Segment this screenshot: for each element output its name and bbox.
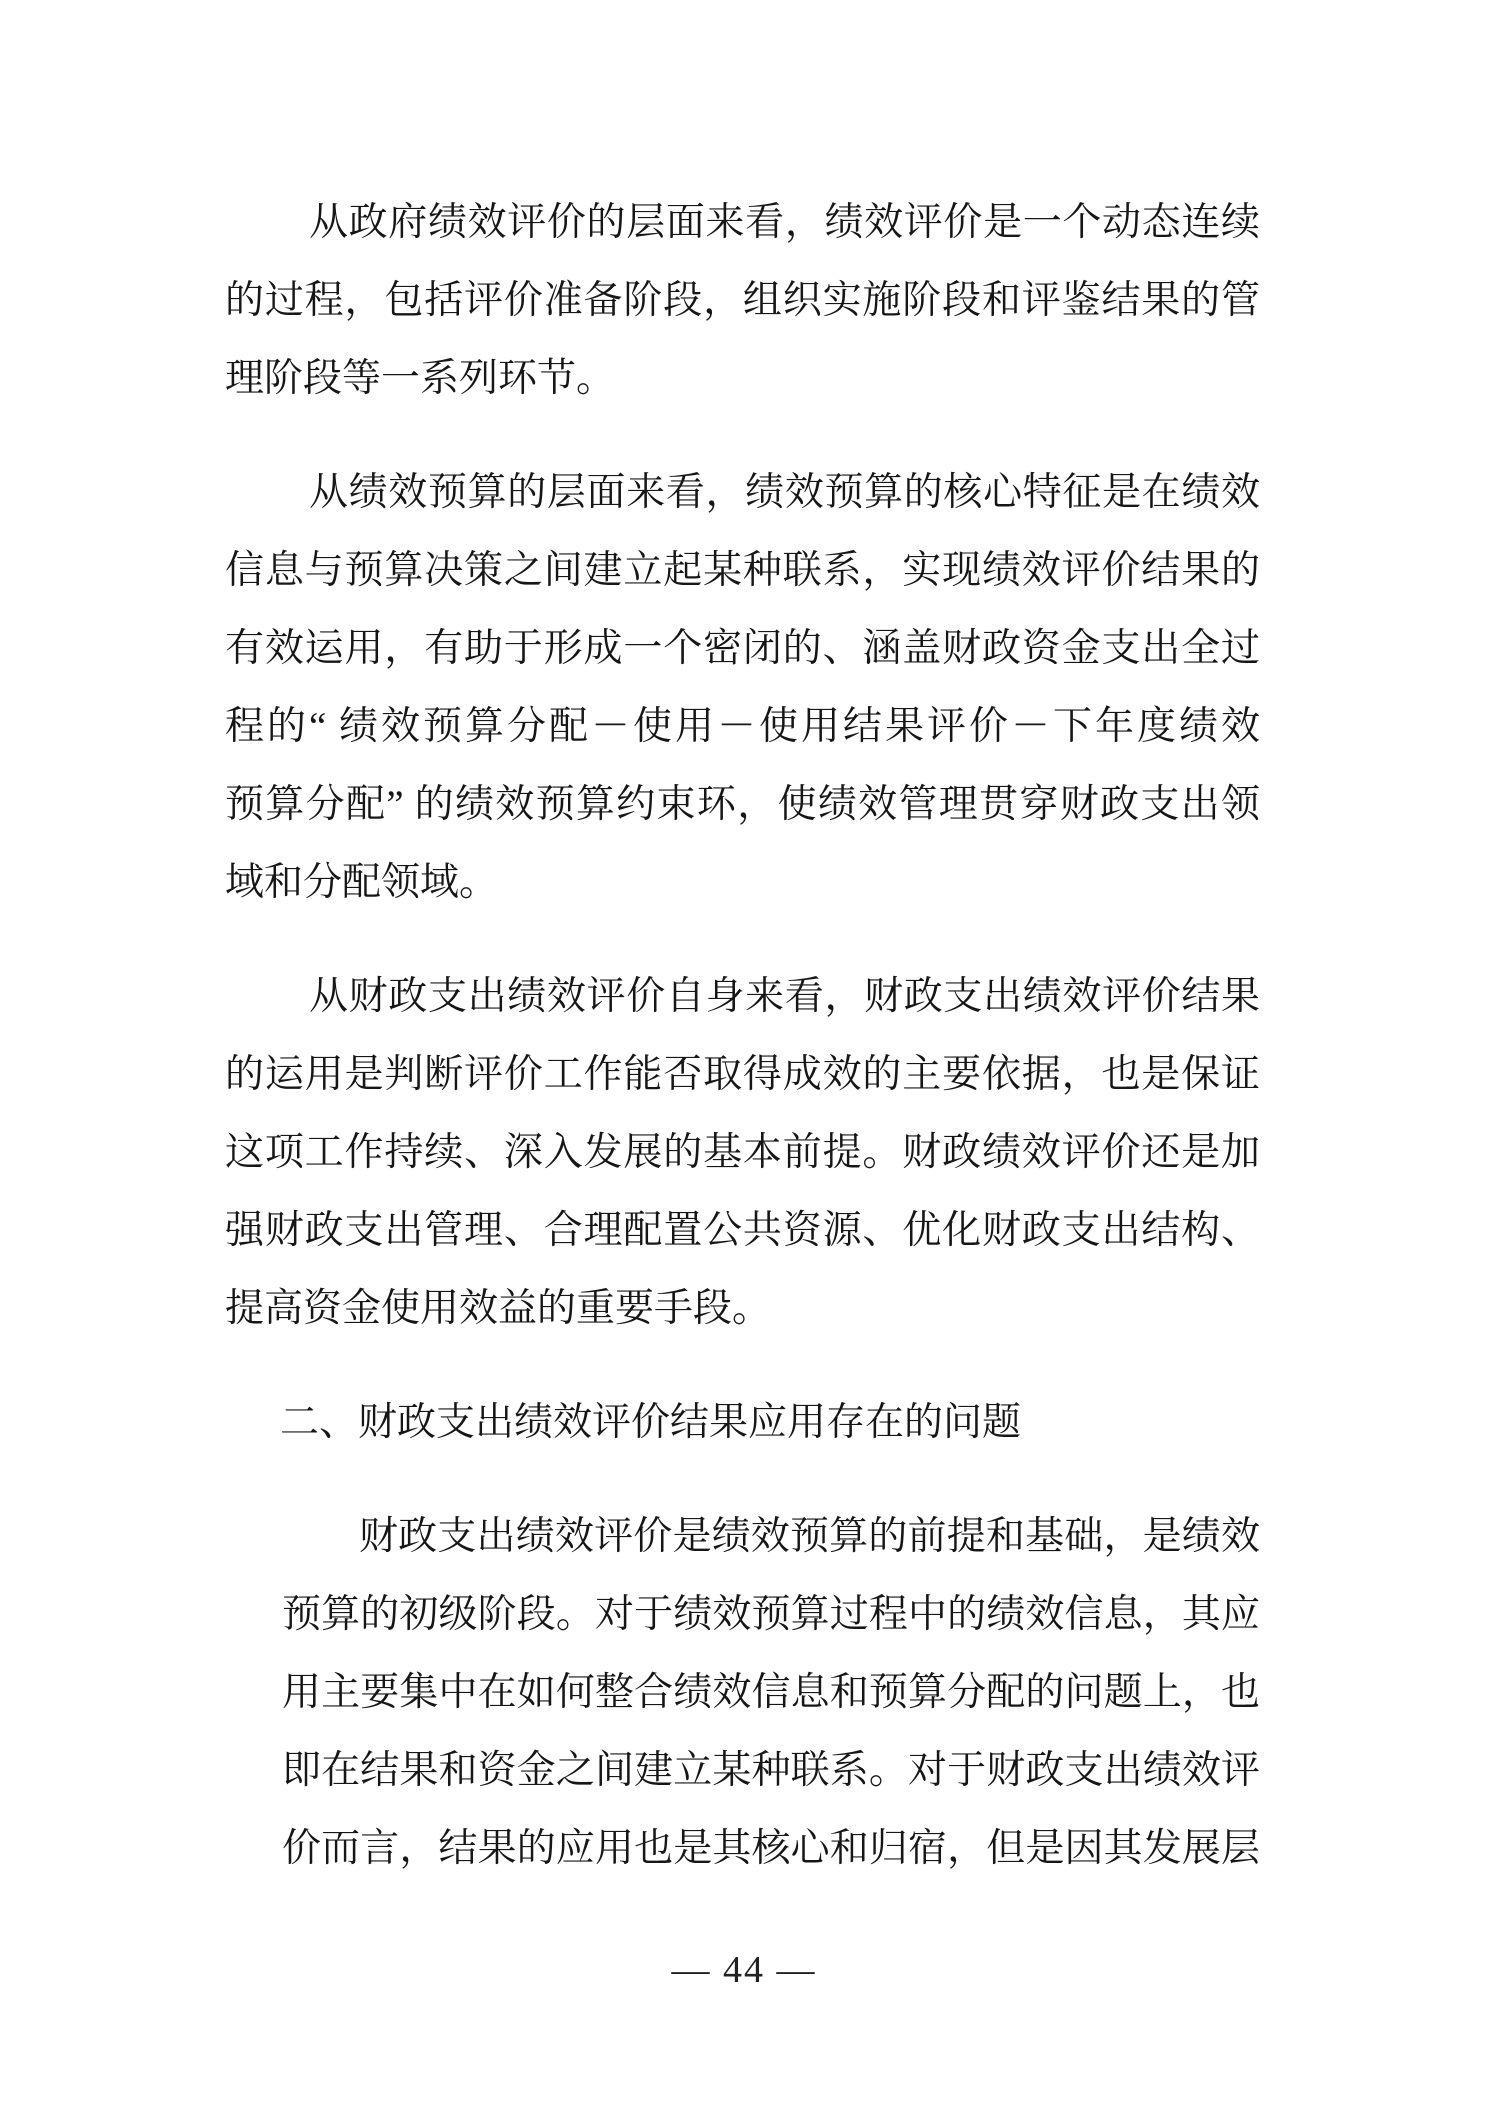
text-line: 信息与预算决策之间建立起某种联系，实现绩效评价结果的 [225, 549, 1260, 592]
text-line: 这项工作持续、深入发展的基本前提。财政绩效评价还是加 [225, 1131, 1260, 1174]
text-line: 预算分配” 的绩效预算约束环，使绩效管理贯穿财政支出领 [225, 783, 1260, 826]
page-number: — 44 — [671, 1949, 817, 1991]
text-line: 的运用是判断评价工作能否取得成效的主要依据，也是保证 [225, 1053, 1260, 1096]
text-line: 从绩效预算的层面来看，绩效预算的核心特征是在绩效 [309, 471, 1260, 514]
section-heading: 二、财政支出绩效评价结果应用存在的问题 [280, 1401, 1022, 1444]
text-line: 的过程，包括评价准备阶段，组织实施阶段和评鉴结果的管 [225, 279, 1260, 322]
text-line: 理阶段等一系列环节。 [225, 357, 616, 400]
text-line: 强财政支出管理、合理配置公共资源、优化财政支出结构、 [225, 1209, 1260, 1252]
paragraph-2 [225, 454, 1260, 922]
text-line: 提高资金使用效益的重要手段。 [225, 1287, 772, 1330]
paragraph-5 [282, 1498, 1260, 1888]
text-line: 程的“ 绩效预算分配－使用－使用结果评价－下年度绩效 [225, 705, 1260, 748]
text-line: 从财政支出绩效评价自身来看，财政支出绩效评价结果 [309, 975, 1260, 1018]
text-line: 财政支出绩效评价是绩效预算的前提和基础，是绩效 [359, 1515, 1260, 1558]
text-line: 预算的初级阶段。对于绩效预算过程中的绩效信息，其应 [282, 1593, 1260, 1636]
text-content [225, 184, 1260, 1924]
text-line: 价而言，结果的应用也是其核心和归宿，但是因其发展层 [282, 1827, 1260, 1870]
paragraph-3 [225, 958, 1260, 1348]
text-line: 域和分配领域。 [225, 861, 499, 904]
text-line: 有效运用，有助于形成一个密闭的、涵盖财政资金支出全过 [225, 627, 1260, 670]
text-line: 即在结果和资金之间建立某种联系。对于财政支出绩效评 [282, 1749, 1260, 1792]
text-line: 从政府绩效评价的层面来看，绩效评价是一个动态连续 [309, 201, 1260, 244]
text-line: 用主要集中在如何整合绩效信息和预算分配的问题上，也 [282, 1671, 1260, 1714]
paragraph-1 [225, 184, 1260, 418]
